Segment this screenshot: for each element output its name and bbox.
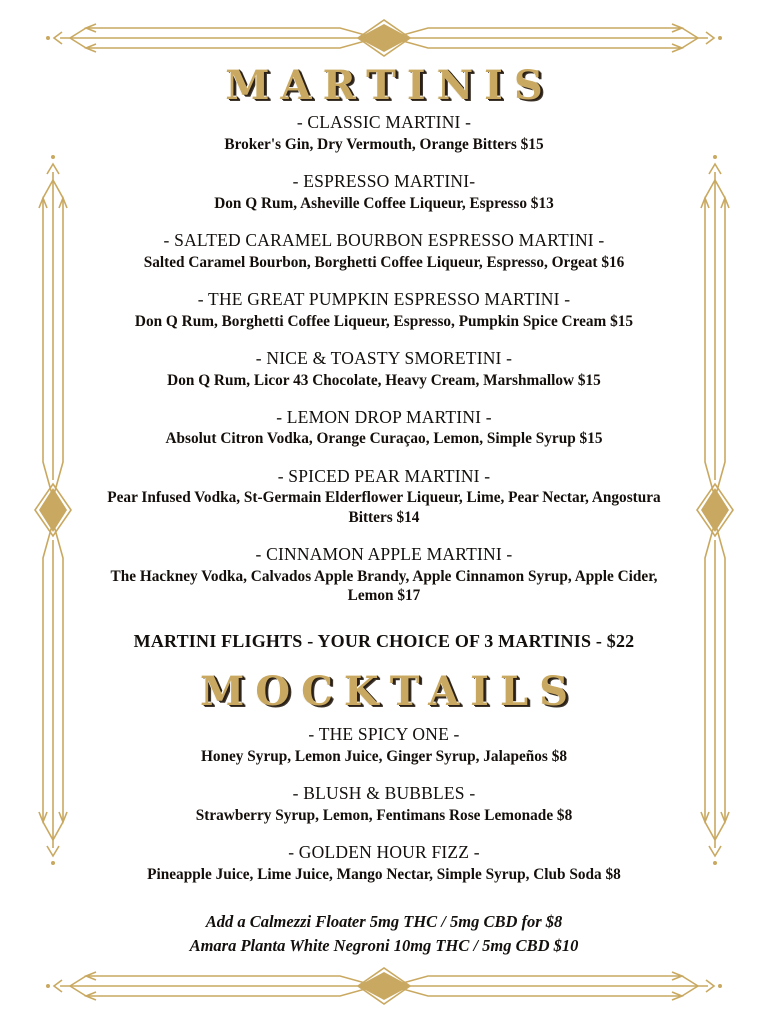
addon-line: Amara Planta White Negroni 10mg THC / 5mg CBD $10 (189, 935, 579, 955)
menu-item-name: - THE SPICY ONE - (308, 724, 460, 744)
martinis-list (96, 112, 672, 652)
menu-item (96, 466, 672, 527)
menu-item-name: - CINNAMON APPLE MARTINI - (255, 543, 513, 564)
menu-item-description: Pineapple Juice, Lime Juice, Mango Nectar, Simple Syrup, Club Soda $8 (147, 865, 621, 883)
menu-item-name: - BLUSH & BUBBLES - (292, 782, 476, 803)
addon-line: Add a Calmezzi Floater 5mg THC / 5mg CBD for $8 (205, 911, 563, 931)
menu-item (96, 171, 672, 213)
section-title-mocktails: MOCKTAILS (199, 668, 580, 715)
section-title-martinis: MARTINIS (225, 62, 554, 109)
menu-item-name: - CLASSIC MARTINI - (296, 112, 472, 132)
menu-item-description: Pear Infused Vodka, St-Germain Elderflower Liqueur, Lime, Pear Nectar, Angostura Bitters $14 (107, 489, 661, 526)
mocktails-list (96, 724, 672, 958)
menu-item (96, 544, 672, 605)
menu-item-name: - NICE & TOASTY SMORETINI - (255, 347, 513, 368)
menu-item-name: - ESPRESSO MARTINI- (292, 170, 476, 191)
menu-item-description: Don Q Rum, Asheville Coffee Liqueur, Espresso $13 (214, 194, 554, 212)
menu-item-name: - GOLDEN HOUR FIZZ - (288, 841, 480, 862)
menu-item-name: - LEMON DROP MARTINI - (276, 406, 492, 427)
menu-item (96, 348, 672, 390)
menu-item (96, 724, 672, 766)
bottom-ornament (40, 958, 728, 1014)
menu-item-description: Broker's Gin, Dry Vermouth, Orange Bitters $15 (224, 135, 544, 153)
menu-item (96, 230, 672, 272)
top-ornament (40, 10, 728, 66)
menu-item-name: - SPICED PEAR MARTINI - (277, 465, 491, 486)
menu-item-description: Honey Syrup, Lemon Juice, Ginger Syrup, Jalapeños $8 (200, 747, 568, 765)
martini-flights-line: MARTINI FLIGHTS - YOUR CHOICE OF 3 MARTINIS - $22 (133, 631, 635, 652)
menu-item-description: The Hackney Vodka, Calvados Apple Brandy, Apple Cinnamon Syrup, Apple Cider, Lemon $17 (110, 567, 658, 604)
menu-item (96, 112, 672, 154)
menu-item-description: Salted Caramel Bourbon, Borghetti Coffee Liqueur, Espresso, Orgeat $16 (143, 253, 625, 271)
menu-item (96, 783, 672, 825)
menu-item-description: Strawberry Syrup, Lemon, Fentimans Rose Lemonade $8 (195, 806, 573, 824)
right-ornament (687, 150, 743, 870)
menu-item-description: Absolut Citron Vodka, Orange Curaçao, Lemon, Simple Syrup $15 (165, 430, 603, 448)
menu-item-description: Don Q Rum, Licor 43 Chocolate, Heavy Cream, Marshmallow $15 (167, 371, 601, 389)
menu-item-name: - THE GREAT PUMPKIN ESPRESSO MARTINI - (197, 288, 571, 309)
left-ornament (25, 150, 81, 870)
addons-block (96, 910, 672, 958)
menu-item (96, 407, 672, 449)
menu-item-description: Don Q Rum, Borghetti Coffee Liqueur, Espresso, Pumpkin Spice Cream $15 (134, 312, 634, 330)
menu-item-name: - SALTED CARAMEL BOURBON ESPRESSO MARTINI - (163, 229, 605, 250)
menu-item (96, 842, 672, 884)
menu-item (96, 289, 672, 331)
